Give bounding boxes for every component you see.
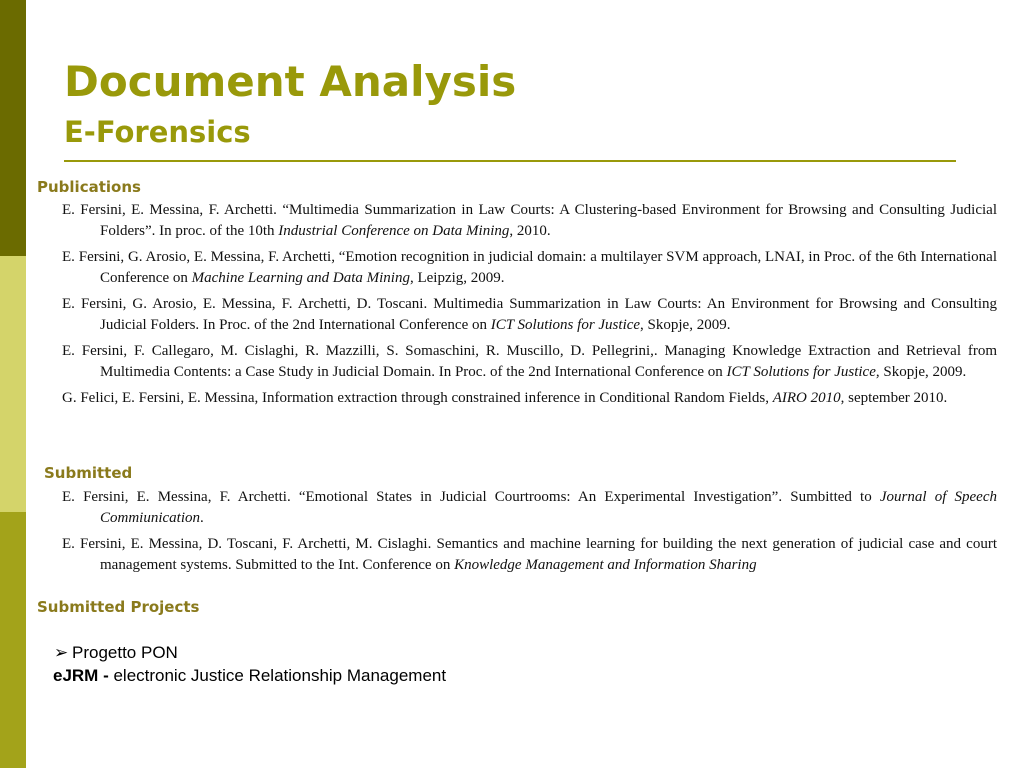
sidebar-segment-middle bbox=[0, 256, 26, 512]
publication-item: E. Fersini, G. Arosio, E. Messina, F. Archetti, D. Toscani. Multimedia Summarization in Law Courts: An Environment for Browsing and Consulting Judicial Folders. In Proc. of the 2nd International Conference on ICT Solutions for Justice, Skopje, 2009. bbox=[62, 296, 997, 333]
sidebar-bar bbox=[0, 0, 26, 768]
sidebar-segment-bottom bbox=[0, 512, 26, 768]
project-description-text: electronic Justice Relationship Management bbox=[108, 666, 447, 685]
publication-item: E. Fersini, F. Callegaro, M. Cislaghi, R. Mazzilli, S. Somaschini, R. Muscillo, D. Pellegrini,. Managing Knowledge Extraction and Retrieval from Multimedia Contents: a Case Study in Judicial Domain. In Proc. of the 2nd International Conference on ICT Solutions for Justice, Skopje, 2009. bbox=[62, 343, 997, 380]
submitted-heading: Submitted bbox=[44, 464, 133, 482]
project-acronym: eJRM - bbox=[53, 666, 109, 685]
submitted-list bbox=[62, 487, 997, 581]
page-title: Document Analysis bbox=[64, 57, 517, 106]
publication-item: E. Fersini, E. Messina, F. Archetti. “Multimedia Summarization in Law Courts: A Clustering-based Environment for Browsing and Consulting Judicial Folders”. In proc. of the 10th Industrial Conference on Data Mining, 2010. bbox=[62, 202, 997, 239]
submitted-item: E. Fersini, E. Messina, D. Toscani, F. Archetti, M. Cislaghi. Semantics and machine learning for building the next generation of judicial case and court management systems. Submitted to the Int. Conference on Knowledge Management and Information Sharing bbox=[62, 536, 997, 573]
publications-list bbox=[62, 200, 997, 414]
project-description bbox=[53, 665, 446, 687]
project-name: Progetto PON bbox=[72, 643, 178, 662]
title-divider bbox=[64, 160, 956, 162]
publication-item: G. Felici, E. Fersini, E. Messina, Information extraction through constrained inference in Conditional Random Fields, AIRO 2010, september 2010. bbox=[62, 390, 948, 406]
arrow-bullet-icon: ➢ bbox=[54, 643, 69, 662]
sidebar-segment-top bbox=[0, 0, 26, 256]
submitted-item: E. Fersini, E. Messina, F. Archetti. “Emotional States in Judicial Courtrooms: An Experimental Investigation”. Sumbitted to Journal of Speech Commiunication. bbox=[62, 489, 997, 526]
publication-item: E. Fersini, G. Arosio, E. Messina, F. Archetti, “Emotion recognition in judicial domain: a multilayer SVM approach, LNAI, in Proc. of the 6th International Conference on Machine Learning and Data Mining, Leipzig, 2009. bbox=[62, 249, 997, 286]
submitted-projects-heading: Submitted Projects bbox=[37, 598, 200, 616]
project-item bbox=[54, 642, 178, 664]
page-subtitle: E-Forensics bbox=[64, 115, 251, 149]
publications-heading: Publications bbox=[37, 178, 141, 196]
